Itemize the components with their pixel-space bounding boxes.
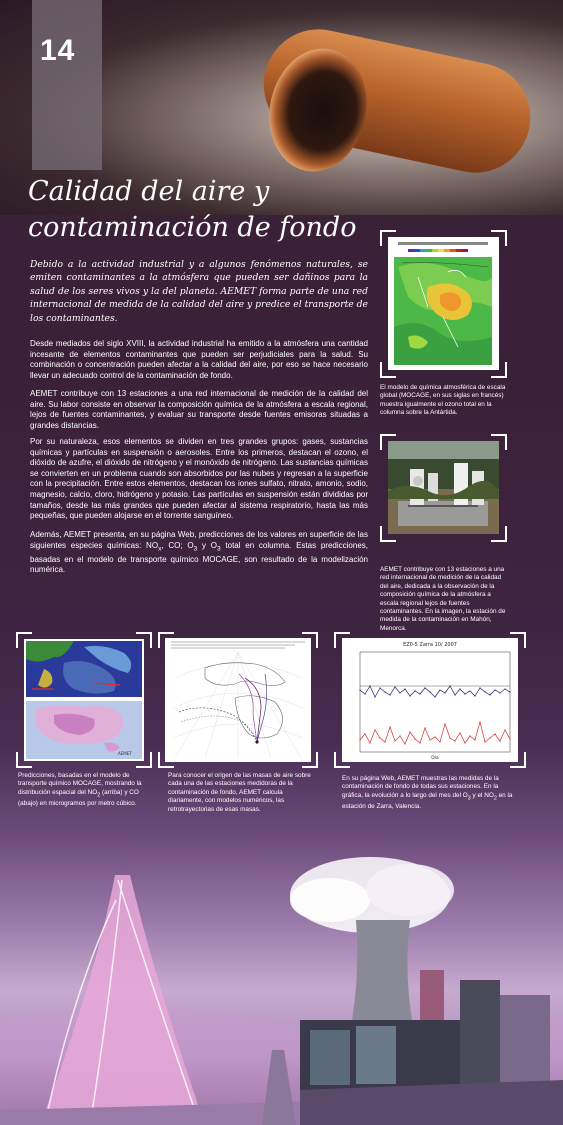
series-2-point [459,732,460,733]
series-2-point [494,733,495,734]
series-1-point [379,687,380,688]
series-1-point [429,691,430,692]
number-band [32,0,102,170]
title-line-2: contaminación de fondo [28,212,357,243]
zarra-chart [342,638,518,762]
series-1-point [464,693,465,694]
series-2-point [399,735,400,736]
series-1-point [509,691,510,692]
series-1-point [459,688,460,689]
body-paragraph-2: AEMET contribuye con 13 estaciones a una red internacional de medición de la calidad del aire. Su labor consiste en observar la composición química de la atmósfera a escala regional, lejos de fuentes contaminantes, y evaluar su transporte desde fuentes emisoras situadas a grandes distancias. [30,389,368,430]
zarra-chart-caption: En su página Web, AEMET muestras las medidas de la contaminación de fondo de todas sus estaciones. En la gráfica, la evolución a lo largo del mes del $O_3$ y el $NO_2$ en la estación de Zarra, Valencia. [342,775,513,810]
series-1-point [414,690,415,691]
title-line-1: Calidad del aire y [28,176,270,207]
series-1-point [454,694,455,695]
series-2-point [434,736,435,737]
series-2-point [424,727,425,728]
svg-text:AEMET: AEMET [118,751,132,756]
series-1-point [374,696,375,697]
station-photo [388,441,499,534]
bottom-industrial-scenery [0,820,563,1125]
series-2-point [384,741,385,742]
series-1-point [394,686,395,687]
station-photo-svg [388,441,499,534]
zarra-chart-title: EZ0-5 Zarra 10/ 2007 [403,642,457,648]
series-2-point [404,743,405,744]
prediction-maps-svg [24,639,144,761]
series-2-point [429,739,430,740]
series-1-point [479,687,480,688]
series-2-point [439,741,440,742]
mocage-map-svg [388,237,499,370]
series-2-point [409,731,410,732]
series-1-point [419,693,420,694]
series-1-point [504,688,505,689]
zarra-chart-xlabel: Día [431,756,439,761]
series-1-point [474,695,475,696]
series-2-point [484,741,485,742]
series-2-point [374,729,375,730]
zarra-chart-svg [342,638,518,762]
prediction-maps-caption: Predicciones, basadas en el modelo de transporte químico MOCAGE, mostrando la distribución espacial del $NO_2$ (arriba) y CO (abajo) en microgramos por metro cúbico. [18,772,142,807]
series-2-point [509,738,510,739]
series-1-point [499,692,500,693]
series-1-point [404,688,405,689]
series-1-point [484,691,485,692]
series-1-point [384,691,385,692]
station-photo-caption: AEMET contribuye con 13 estaciones a una red internacional de medición de la calidad del aire, dedicada a la observación de la composición química de la atmósfera a escala regional lejos de fuentes contaminantes. En la imagen, la estación de medida de la contaminación en Mahón, Menorca. [380,566,506,632]
series-2-point [449,737,450,738]
series-2-point [479,721,480,722]
series-1-point [399,692,400,693]
series-2-point [464,742,465,743]
series-2-point [369,742,370,743]
series-2-point [379,737,380,738]
mocage-map-caption: El modelo de química atmosférica de escala global (MOCAGE, en sus siglas en francés) muestra igualmente el ozono total en la columna sobre la Antártida. [380,384,506,417]
series-1-point [424,687,425,688]
series-2-point [444,723,445,724]
series-1-point [439,689,440,690]
mocage-ozone-map [388,237,499,370]
series-2-point [489,737,490,738]
series-2-point [419,742,420,743]
series-2-point [504,729,505,730]
series-1-point [444,692,445,693]
series-1-point [434,696,435,697]
series-1-point [489,694,490,695]
series-1-point [449,685,450,686]
series-2-point [469,735,470,736]
series-2-point [454,740,455,741]
series-1-point [359,689,360,690]
page-title [28,174,368,246]
series-1-point [469,690,470,691]
body-paragraph-4: Además, AEMET presenta, en su página Web, predicciones de los valores en superficie de las siguientes especies químicas: $NO_x$, CO; $O_3$ y $O_3$ total en columna. Estas predicciones, basadas en el modelo de transporte químico MOCAGE, son resultado de la modelización numérica. [30,530,369,575]
body-paragraph-3: Por su naturaleza, esos elementos se dividen en tres grandes grupos: gases, sustancias químicas y partículas en suspensión o aerosoles. Entre los primeros, destacan el ozono, el dióxido de azufre, el dióxido de nitrógeno y el monóxido de nitrógeno. Las sustancias químicas se convierten en un problema cuando son absorbidos por las nubes y regresan a la superficie con la precipitación. Entre estos elementos, destacan los iones sulfato, nitrato, amonio, sodio, magnesio, calcio, cloro, hidrógeno y potasio. Las partículas en suspensión están divididas por tamaños, desde las más grandes que pueden afectar al sistema respiratorio, hasta las más pequeñas, que pueden alojarse en el torrente sanguíneo. [30,437,368,521]
series-2-point [364,733,365,734]
trajectory-map-svg [165,638,311,762]
trajectory-map [165,638,311,762]
prediction-maps [24,639,144,761]
series-2-point [414,738,415,739]
series-1-point [369,685,370,686]
series-1-point [364,693,365,694]
series-2-point [389,726,390,727]
body-paragraph-1: Desde mediados del siglo XVIII, la actividad industrial ha emitido a la atmósfera una cantidad incesante de elementos contaminantes que pueden ser perjudiciales para la salud. Su combinación o concentración pueden afectar a la calidad del aire, por eso se hace necesario llevar un adecuado control de la contaminación de fondo. [30,339,368,380]
series-2-point [359,739,360,740]
trajectories-caption: Para conocer el origen de las masas de aire sobre cada una de las estaciones medidoras de la contaminación de fondo, AEMET calcula diariamente, con modelos numéricos, las retrotrayectorias de esas masas. [168,772,311,813]
lead-paragraph: Debido a la actividad industrial y a algunos fenómenos naturales, se emiten contaminantes a la atmósfera que pueden ser dañinos para la salud de los seres vivos y la del planeta. AEMET forma parte de una red internacional de medida de la calidad del aire y predice el transporte de los contaminantes. [30,259,368,324]
series-2-point [394,740,395,741]
series-1-point [409,695,410,696]
series-1-point [389,694,390,695]
series-1-point [494,689,495,690]
series-2-point [499,740,500,741]
panel-number: 14 [40,34,76,67]
series-2-point [474,739,475,740]
